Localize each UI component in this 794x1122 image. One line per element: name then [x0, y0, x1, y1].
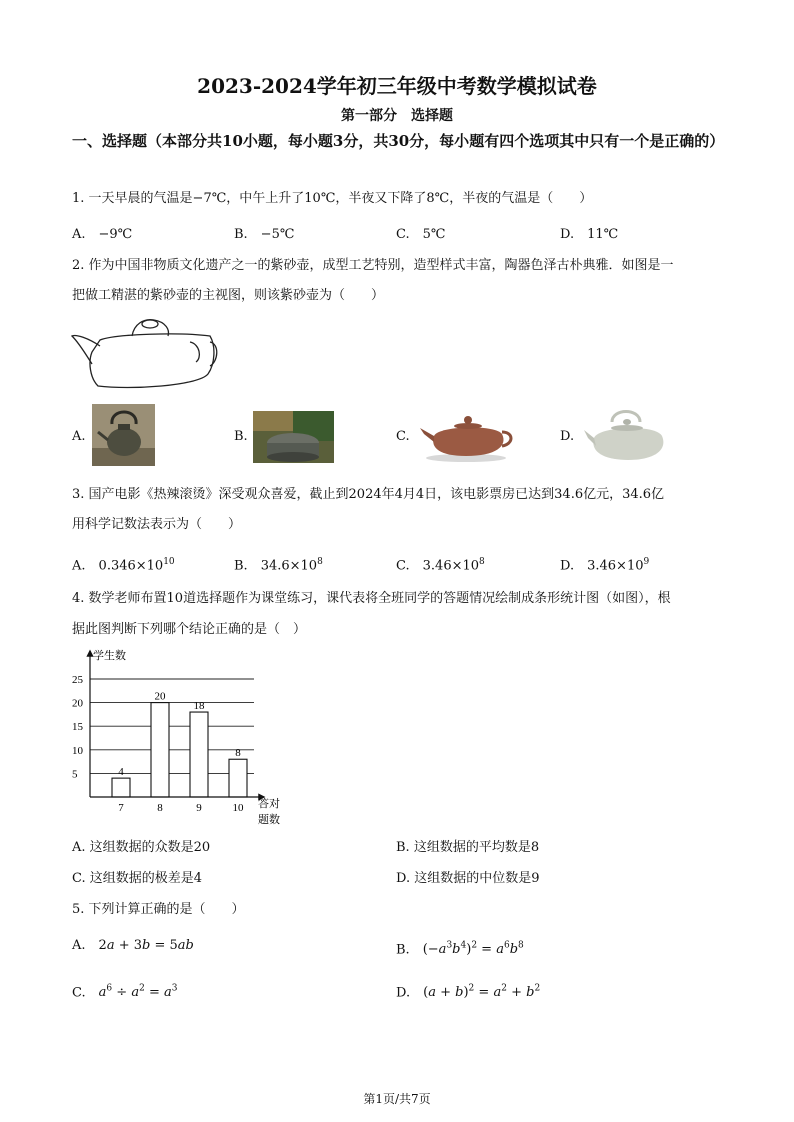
bar-9	[190, 712, 208, 797]
bar-chart	[68, 645, 298, 830]
q3-option-d: D. $3.46\times 10^9$	[560, 557, 650, 574]
q1-text-d: ，半夜的气温是（ ）	[449, 191, 593, 206]
q4-option-b: B. 这组数据的平均数是8	[396, 840, 540, 855]
x-axis-label-line-2: 题数	[258, 814, 280, 826]
teapot-front-view-figure	[70, 312, 220, 394]
q3-option-b: B. $34.6\times 10^8$	[234, 557, 323, 574]
bar-7	[112, 778, 130, 797]
y-tick-25: 25	[72, 674, 83, 686]
y-tick-10: 10	[72, 744, 83, 757]
teapot-photo-c	[416, 406, 516, 464]
data-label-10: 8	[235, 747, 241, 760]
x-tick-10: 10	[232, 802, 244, 814]
q5-option-a: A. 2a + 3b = 5ab	[72, 938, 194, 953]
q3-option-a: A. $0.346\times 10^{10}$	[72, 557, 175, 574]
q4-option-d: D. 这组数据的中位数是9	[396, 871, 540, 886]
x-tick-7: 7	[118, 802, 124, 814]
teapot-photo-b	[253, 411, 334, 463]
q5-options-row-2	[72, 976, 732, 1002]
q5-option-c: C. $a^6 \div a^2 = a^3$	[72, 984, 178, 1001]
q1-option-a: A. −9℃	[72, 227, 133, 242]
y-tick-20: 20	[72, 697, 83, 710]
q1-text-a: 1. 一天早晨的气温是	[72, 191, 193, 206]
question-5: 5. 下列计算正确的是（ ）	[72, 902, 245, 917]
data-label-8: 20	[154, 690, 166, 703]
section-heading: 一、选择题（本部分共10小题，每小题3分，共30分，每小题有四个选项其中只有一个是正确的）	[72, 132, 725, 150]
q4-options-row-1	[72, 835, 732, 861]
q3-options	[72, 549, 732, 575]
question-2-line-1: 2. 作为中国非物质文化遗产之一的紫砂壶，成型工艺特别，造型样式丰富，陶器色泽古朴典雅．如图是一	[72, 258, 674, 273]
x-tick-8: 8	[157, 802, 163, 814]
x-tick-labels	[118, 802, 244, 814]
y-tick-5: 5	[72, 768, 78, 781]
y-tick-15: 15	[72, 721, 83, 734]
exam-title: 2023-2024学年初三年级中考数学模拟试卷	[197, 74, 597, 98]
bar-8	[151, 703, 169, 797]
q1-temp-1: −7℃	[192, 191, 227, 206]
q2-option-c-label: C.	[396, 429, 410, 444]
part-title: 第一部分 选择题	[341, 108, 453, 124]
x-tick-9: 9	[196, 802, 202, 814]
q1-text-b: ，中午上升了	[226, 191, 305, 206]
q4-options-row-2	[72, 866, 732, 892]
q5-option-b: B. $(-a^3b^4)^2 = a^6b^8$	[396, 941, 524, 958]
q3-option-c: C. $3.46\times 10^8$	[396, 557, 485, 574]
q1-option-c: C. 5℃	[396, 227, 446, 242]
teapot-photo-d	[582, 404, 672, 466]
x-axis-label-line-1: 答对	[258, 798, 280, 810]
bar-10	[229, 759, 247, 797]
data-labels	[118, 691, 241, 779]
q2-option-b-label: B.	[234, 429, 248, 444]
page-footer: 第1页/共7页	[363, 1092, 431, 1106]
q5-option-d: D. $(a + b)^2 = a^2 + b^2$	[396, 984, 541, 1001]
question-2-line-2: 把做工精湛的紫砂壶的主视图，则该紫砂壶为（ ）	[72, 288, 385, 303]
q5-options-row-1	[72, 933, 732, 959]
q1-temp-2: 10℃	[304, 191, 336, 206]
q4-option-a: A. 这组数据的众数是20	[72, 840, 211, 855]
question-3-line-1: 3. 国产电影《热辣滚烫》深受观众喜爱，截止到2024年4月4日，该电影票房已达到34.6亿元，34.6亿	[72, 487, 665, 502]
question-4-line-2: 据此图判断下列哪个结论正确的是（ ）	[72, 622, 307, 637]
q2-option-d-label: D.	[560, 429, 575, 444]
y-axis-label: 学生数	[93, 650, 126, 662]
q1-temp-3: 8℃	[426, 191, 450, 206]
teapot-photo-a	[92, 404, 155, 466]
data-label-9: 18	[193, 700, 205, 713]
q1-options	[72, 222, 732, 248]
q1-option-b: B. −5℃	[234, 227, 295, 242]
question-4-line-1: 4. 数学老师布置10道选择题作为课堂练习，课代表将全班同学的答题情况绘制成条形统计图（如图），根	[72, 591, 671, 606]
y-tick-labels	[72, 674, 84, 780]
q1-text-c: ，半夜又下降了	[335, 191, 427, 206]
q4-option-c: C. 这组数据的极差是4	[72, 871, 203, 886]
data-label-7: 4	[118, 766, 124, 779]
q1-option-d: D. 11℃	[560, 227, 619, 242]
question-3-line-2: 用科学记数法表示为（ ）	[72, 517, 242, 532]
question-1	[72, 186, 732, 212]
q2-option-a-label: A.	[72, 429, 86, 444]
